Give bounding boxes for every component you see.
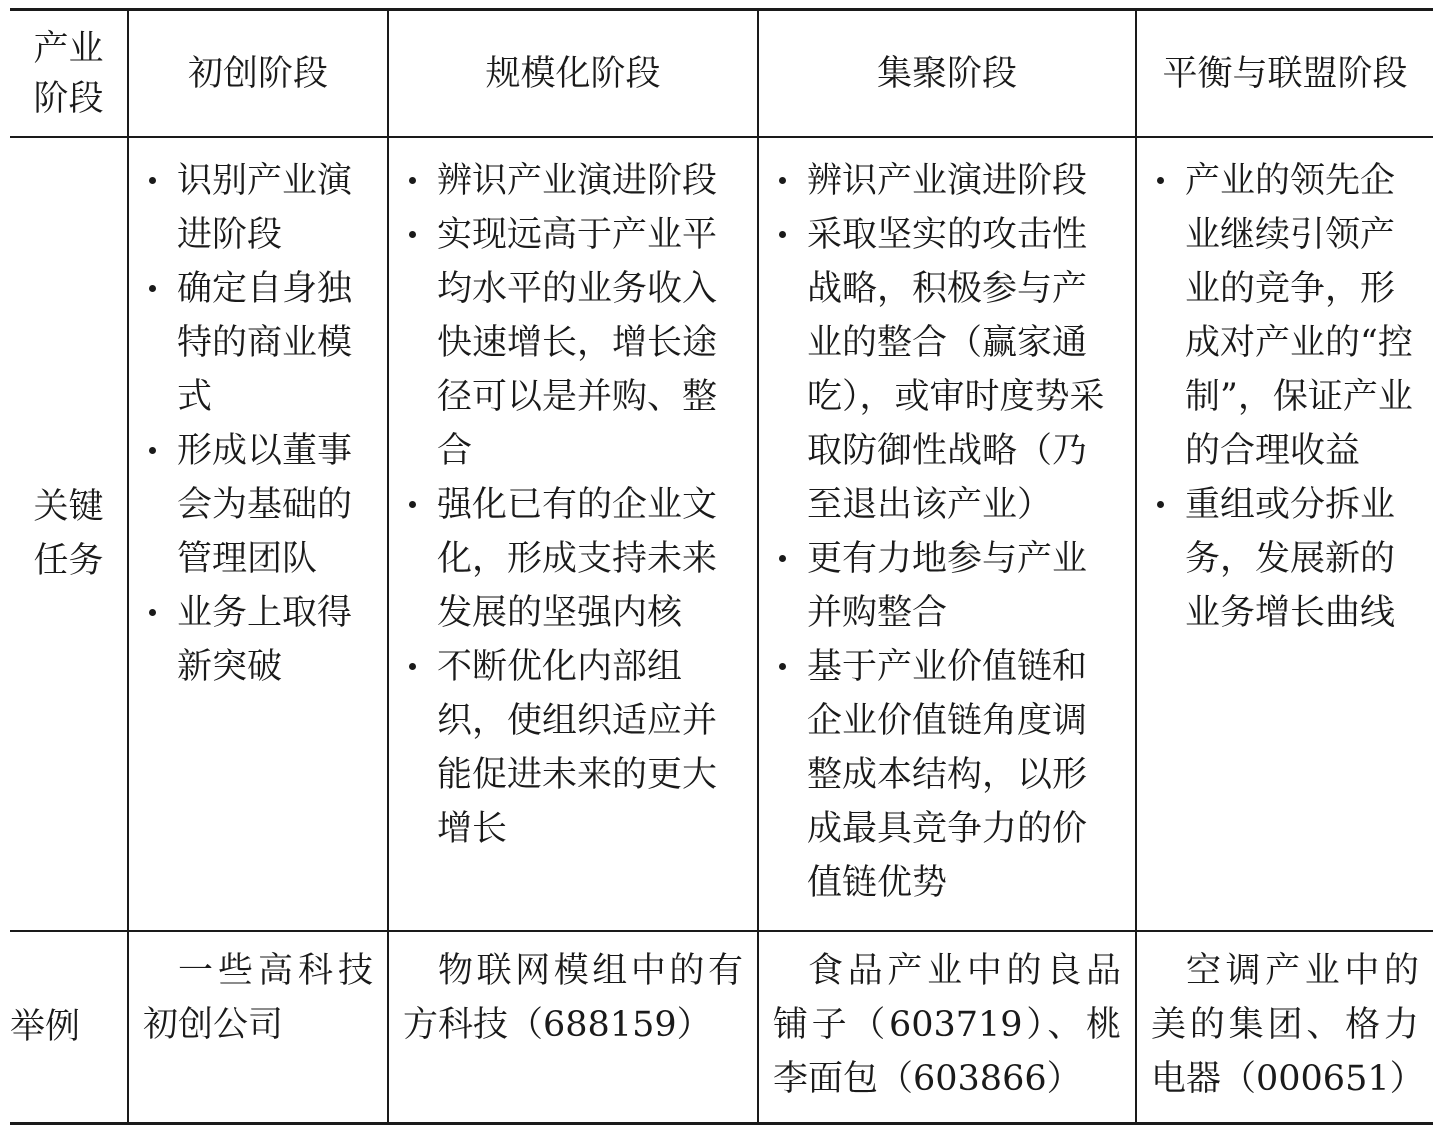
tasks-startup — [128, 137, 388, 931]
bullet-icon — [149, 285, 156, 292]
header-stage: 产业阶段 — [10, 10, 128, 138]
industry-stage-table — [10, 8, 1433, 1125]
header-cluster-stage: 集聚阶段 — [758, 10, 1136, 138]
example-startup: 一些高科技初创公司 — [128, 931, 388, 1124]
bullet-icon — [149, 177, 156, 184]
header-balance-alliance-stage: 平衡与联盟阶段 — [1136, 10, 1433, 138]
row-label-examples: 举例 — [10, 931, 128, 1124]
example-scale: 物联网模组中的有方科技（688159） — [388, 931, 758, 1124]
task-item: 实现远高于产业平均水平的业务收入快速增长，增长途径可以是并购、整合 — [403, 208, 743, 478]
task-item: 重组或分拆业务，发展新的业务增长曲线 — [1151, 478, 1419, 640]
task-item: 基于产业价值链和企业价值链角度调整成本结构，以形成最具竞争力的价值链优势 — [773, 640, 1121, 910]
tasks-balance-alliance — [1136, 137, 1433, 931]
header-scale-stage: 规模化阶段 — [388, 10, 758, 138]
task-item: 辨识产业演进阶段 — [773, 154, 1121, 208]
bullet-icon — [409, 177, 416, 184]
bullet-icon — [409, 231, 416, 238]
task-item: 不断优化内部组织，使组织适应并能促进未来的更大增长 — [403, 640, 743, 856]
bullet-icon — [779, 663, 786, 670]
task-item: 更有力地参与产业并购整合 — [773, 532, 1121, 640]
bullet-icon — [1157, 177, 1164, 184]
task-item: 辨识产业演进阶段 — [403, 154, 743, 208]
bullet-icon — [409, 663, 416, 670]
task-item: 强化已有的企业文化，形成支持未来发展的坚强内核 — [403, 478, 743, 640]
bullet-icon — [779, 555, 786, 562]
key-tasks-row — [10, 137, 1433, 931]
bullet-icon — [779, 231, 786, 238]
task-item: 业务上取得新突破 — [143, 586, 373, 694]
header-startup-stage: 初创阶段 — [128, 10, 388, 138]
header-row — [10, 10, 1433, 138]
task-item: 采取坚实的攻击性战略，积极参与产业的整合（赢家通吃），或审时度势采取防御性战略（乃至退出该产业） — [773, 208, 1121, 532]
row-label-key-tasks: 关键任务 — [10, 137, 128, 931]
examples-row — [10, 931, 1433, 1124]
example-cluster: 食品产业中的良品铺子（603719）、桃李面包（603866） — [758, 931, 1136, 1124]
bullet-icon — [149, 609, 156, 616]
task-item: 产业的领先企业继续引领产业的竞争，形成对产业的“控制”，保证产业的合理收益 — [1151, 154, 1419, 478]
bullet-icon — [149, 447, 156, 454]
bullet-icon — [779, 177, 786, 184]
task-item: 确定自身独特的商业模式 — [143, 262, 373, 424]
bullet-icon — [409, 501, 416, 508]
task-item: 识别产业演进阶段 — [143, 154, 373, 262]
tasks-cluster — [758, 137, 1136, 931]
tasks-scale — [388, 137, 758, 931]
task-item: 形成以董事会为基础的管理团队 — [143, 424, 373, 586]
example-balance-alliance: 空调产业中的美的集团、格力电器（000651） — [1136, 931, 1433, 1124]
bullet-icon — [1157, 501, 1164, 508]
